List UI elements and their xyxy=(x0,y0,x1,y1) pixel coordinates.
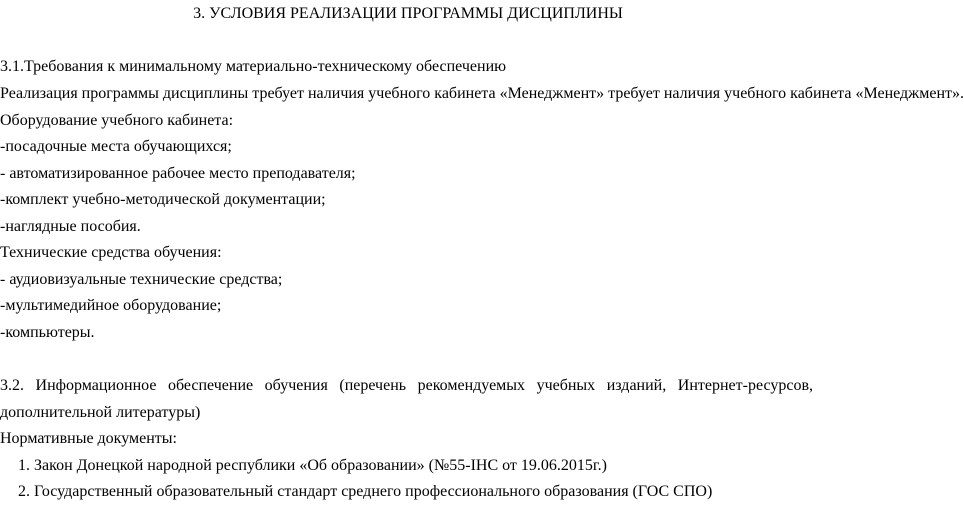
tech-heading: Технические средства обучения: xyxy=(0,244,222,261)
page-title: 3. УСЛОВИЯ РЕАЛИЗАЦИИ ПРОГРАММЫ ДИСЦИПЛИНЫ xyxy=(193,5,623,22)
equipment-item: - автоматизированное рабочее место преподавателя; xyxy=(0,165,356,182)
tech-item: -мультимедийное оборудование; xyxy=(0,297,222,314)
tech-item: - аудиовизуальные технические средства; xyxy=(0,271,283,288)
normative-heading: Нормативные документы: xyxy=(0,430,177,447)
normative-item: 2. Государственный образовательный стандарт среднего профессионального образования (ГОС СПО) xyxy=(18,483,713,500)
section-3-1-intro: Реализация программы дисциплины требует наличия учебного кабинета «Менеджмент» требует наличия учебного кабинета «Менеджмент». xyxy=(0,85,964,102)
equipment-item: -наглядные пособия. xyxy=(0,218,141,235)
section-3-2-heading: 3.2. Информационное обеспечение обучения (перечень рекомендуемых учебных изданий, Интернет-ресурсов, xyxy=(0,377,813,394)
section-3-2-heading-continued: дополнительной литературы) xyxy=(0,404,201,421)
equipment-item: -комплект учебно-методической документации; xyxy=(0,191,326,208)
tech-item: -компьютеры. xyxy=(0,324,95,341)
equipment-item: -посадочные места обучающихся; xyxy=(0,138,232,155)
equipment-heading: Оборудование учебного кабинета: xyxy=(0,112,234,129)
normative-item: 1. Закон Донецкой народной республики «Об образовании» (№55-IНС от 19.06.2015г.) xyxy=(18,457,607,474)
section-3-1-heading: 3.1.Требования к минимальному материально-техническому обеспечению xyxy=(0,58,507,75)
